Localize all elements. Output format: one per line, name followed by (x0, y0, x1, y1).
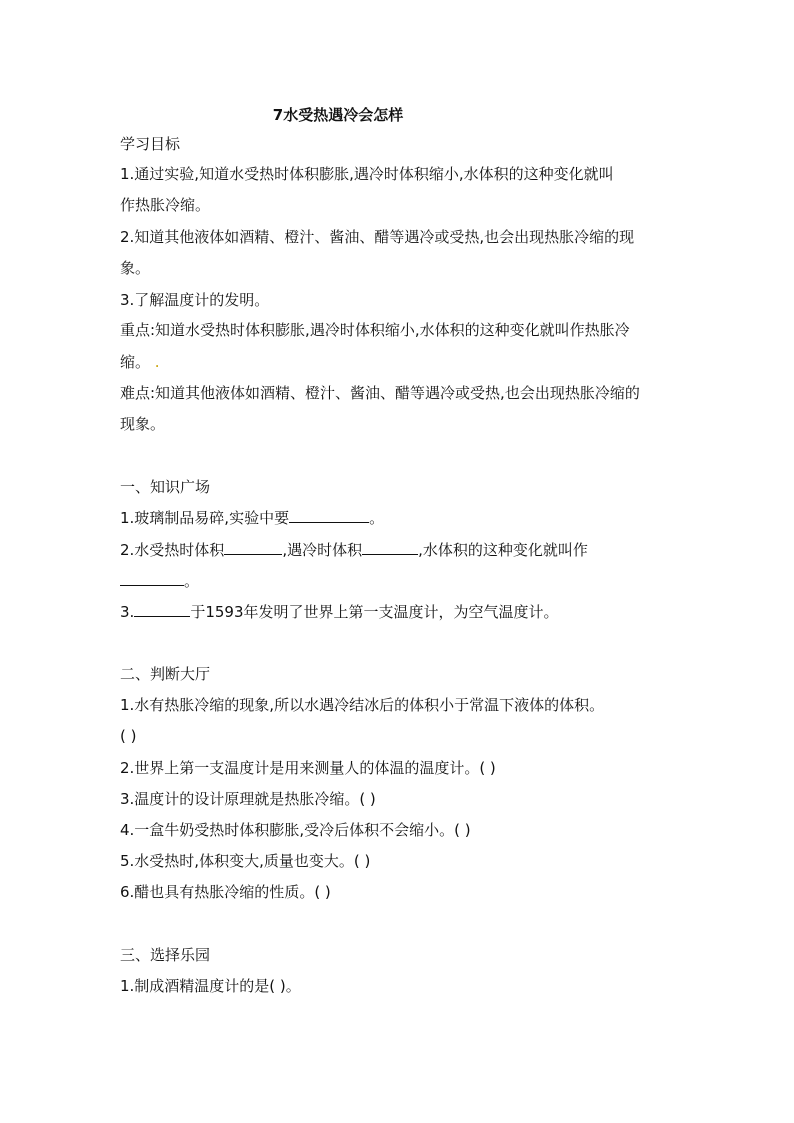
q3-prefix: 3. (120, 603, 135, 621)
q2-part-c: ,水体积的这种变化就叫作 (418, 541, 588, 559)
q1-prefix: 1.玻璃制品易碎,实验中要 (120, 509, 290, 527)
section-2-heading: 二、判断大厅 (120, 665, 211, 683)
q2-part-d: 。 (184, 572, 200, 590)
section-3-heading: 三、选择乐园 (120, 946, 211, 964)
section-1-question-3 (120, 602, 676, 622)
document-title: 7水受热遇冷会怎样 (272, 106, 404, 124)
key-point-text: 缩。 (120, 353, 151, 371)
judge-question-2: 2.世界上第一支温度计是用来测量人的体温的温度计。( ) (120, 759, 496, 777)
key-point-line-1: 重点:知道水受热时体积膨胀,遇冷时体积缩小,水体积的这种变化就叫作热胀冷 (120, 321, 630, 339)
q2-part-a: 2.水受热时体积 (120, 541, 225, 559)
q3-suffix: 于1593年发明了世界上第一支温度计，为空气温度计。 (190, 603, 559, 621)
objective-3: 3.了解温度计的发明。 (120, 291, 270, 309)
answer-blank (224, 540, 282, 555)
judge-question-1: 1.水有热胀冷缩的现象,所以水遇冷结冰后的体积小于常温下液体的体积。 (120, 696, 605, 714)
choice-question-1: 1.制成酒精温度计的是( )。 (120, 977, 301, 995)
answer-blank (120, 571, 184, 586)
section-1-question-1 (120, 508, 676, 528)
q1-suffix: 。 (369, 509, 385, 527)
objective-1-line-2: 作热胀冷缩。 (120, 196, 211, 214)
section-1-heading: 一、知识广场 (120, 478, 211, 496)
difficulty-line-1: 难点:知道其他液体如酒精、橙汁、酱油、醋等遇冷或受热,也会出现热胀冷缩的 (120, 384, 640, 402)
section-1-question-2 (120, 540, 676, 560)
section-1-question-2-cont (120, 571, 676, 591)
judge-question-5: 5.水受热时,体积变大,质量也变大。( ) (120, 852, 371, 870)
objective-2-line-2: 象。 (120, 259, 151, 277)
judge-question-3: 3.温度计的设计原理就是热胀冷缩。( ) (120, 790, 376, 808)
judge-question-1-bracket: ( ) (120, 727, 137, 745)
stray-dot: . (150, 353, 160, 371)
answer-blank (289, 508, 369, 523)
answer-blank (362, 540, 418, 555)
key-point-line-2 (120, 352, 676, 372)
objective-2-line-1: 2.知道其他液体如酒精、橙汁、酱油、醋等遇冷或受热,也会出现热胀冷缩的现 (120, 228, 635, 246)
difficulty-line-2: 现象。 (120, 415, 166, 433)
judge-question-4: 4.一盒牛奶受热时体积膨胀,受冷后体积不会缩小。( ) (120, 821, 471, 839)
q2-part-b: ,遇冷时体积 (282, 541, 363, 559)
objectives-heading: 学习目标 (120, 135, 181, 153)
objective-1-line-1: 1.通过实验,知道水受热时体积膨胀,遇冷时体积缩小,水体积的这种变化就叫 (120, 165, 614, 183)
judge-question-6: 6.醋也具有热胀冷缩的性质。( ) (120, 883, 331, 901)
answer-blank (134, 602, 190, 617)
